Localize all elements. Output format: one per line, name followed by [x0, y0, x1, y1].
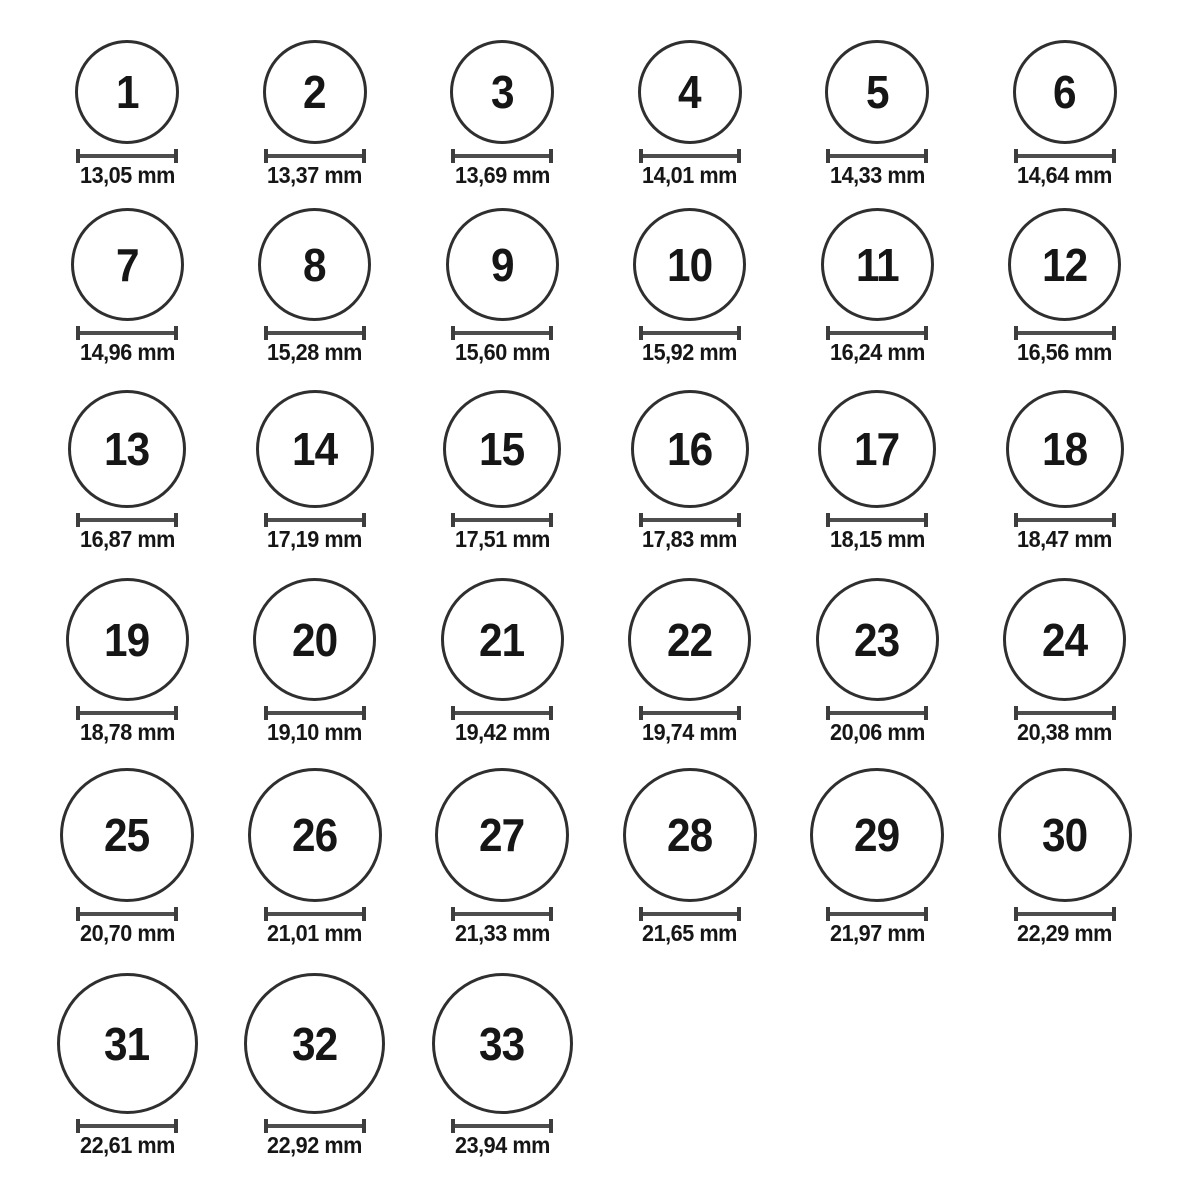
ring-size-number: 22 — [666, 613, 713, 666]
ring-size-item-20 — [225, 578, 405, 744]
ring-size-item-24 — [975, 578, 1155, 744]
ring-size-item-2 — [225, 40, 405, 187]
diameter-label: 14,64 mm — [1017, 162, 1112, 188]
diameter-dimension-line — [264, 1119, 366, 1133]
diameter-dimension-line — [264, 326, 366, 340]
diameter-dimension-line — [639, 326, 741, 340]
ring-size-item-5 — [787, 40, 967, 187]
diameter-dimension-line — [264, 706, 366, 720]
ring-circle — [1006, 390, 1124, 508]
ring-size-item-10 — [600, 208, 780, 364]
ring-size-number: 2 — [303, 66, 326, 118]
diameter-dimension-line — [76, 326, 178, 340]
diameter-label: 14,96 mm — [79, 339, 175, 365]
ring-circle — [810, 768, 944, 902]
ring-size-item-30 — [975, 768, 1155, 945]
ring-size-number: 6 — [1053, 66, 1076, 118]
diameter-label: 14,33 mm — [829, 162, 925, 188]
ring-size-item-28 — [600, 768, 780, 945]
ring-size-item-6 — [975, 40, 1155, 187]
ring-size-item-13 — [37, 390, 217, 551]
ring-circle — [450, 40, 554, 144]
ring-size-item-7 — [37, 208, 217, 364]
diameter-label: 14,01 mm — [642, 162, 737, 188]
diameter-label: 18,47 mm — [1017, 526, 1112, 552]
ring-size-number: 18 — [1041, 423, 1088, 475]
diameter-dimension-line — [76, 1119, 178, 1133]
diameter-dimension-line — [826, 907, 928, 921]
ring-circle — [638, 40, 742, 144]
ring-circle — [821, 208, 934, 321]
diameter-label: 22,61 mm — [79, 1132, 175, 1158]
ring-size-item-17 — [787, 390, 967, 551]
ring-size-item-12 — [975, 208, 1155, 364]
ring-circle — [631, 390, 749, 508]
diameter-dimension-line — [639, 149, 741, 163]
ring-size-number: 33 — [479, 1017, 525, 1070]
ring-circle — [66, 578, 189, 701]
ring-circle — [57, 973, 198, 1114]
ring-circle — [818, 390, 936, 508]
ring-size-number: 13 — [104, 423, 150, 475]
ring-circle — [253, 578, 376, 701]
ring-size-item-16 — [600, 390, 780, 551]
ring-size-number: 11 — [855, 238, 899, 291]
diameter-label: 19,42 mm — [454, 719, 550, 745]
diameter-label: 18,15 mm — [829, 526, 925, 552]
ring-size-number: 15 — [479, 423, 525, 475]
diameter-dimension-line — [264, 513, 366, 527]
diameter-label: 20,38 mm — [1017, 719, 1112, 745]
diameter-label: 23,94 mm — [454, 1132, 550, 1158]
ring-size-item-1 — [37, 40, 217, 187]
diameter-dimension-line — [264, 149, 366, 163]
diameter-label: 16,87 mm — [79, 526, 175, 552]
ring-circle — [1013, 40, 1117, 144]
ring-circle — [71, 208, 184, 321]
diameter-dimension-line — [451, 1119, 553, 1133]
diameter-label: 15,60 mm — [454, 339, 550, 365]
ring-size-item-31 — [37, 973, 217, 1157]
diameter-dimension-line — [1014, 513, 1116, 527]
ring-size-number: 27 — [479, 809, 525, 861]
ring-size-item-21 — [412, 578, 592, 744]
ring-size-item-18 — [975, 390, 1155, 551]
diameter-label: 13,37 mm — [267, 162, 362, 188]
diameter-label: 16,56 mm — [1017, 339, 1112, 365]
ring-size-number: 25 — [104, 809, 150, 861]
diameter-label: 21,01 mm — [267, 920, 362, 946]
diameter-label: 21,33 mm — [454, 920, 550, 946]
diameter-label: 17,83 mm — [642, 526, 737, 552]
ring-size-item-4 — [600, 40, 780, 187]
ring-size-number: 24 — [1041, 613, 1088, 666]
ring-size-item-33 — [412, 973, 592, 1157]
ring-size-number: 23 — [854, 613, 900, 666]
ring-size-item-8 — [225, 208, 405, 364]
ring-circle — [258, 208, 371, 321]
ring-size-number: 29 — [854, 809, 900, 861]
ring-size-number: 12 — [1041, 238, 1088, 291]
ring-size-number: 28 — [666, 809, 713, 861]
diameter-label: 19,74 mm — [642, 719, 737, 745]
diameter-label: 16,24 mm — [829, 339, 925, 365]
diameter-label: 15,92 mm — [642, 339, 737, 365]
ring-size-number: 20 — [291, 613, 338, 666]
ring-circle — [1008, 208, 1121, 321]
ring-size-number: 8 — [303, 238, 326, 291]
ring-size-item-32 — [225, 973, 405, 1157]
ring-circle — [263, 40, 367, 144]
ring-circle — [244, 973, 385, 1114]
diameter-label: 13,05 mm — [79, 162, 175, 188]
diameter-dimension-line — [451, 149, 553, 163]
ring-size-number: 19 — [104, 613, 150, 666]
diameter-label: 21,65 mm — [642, 920, 737, 946]
diameter-label: 20,06 mm — [829, 719, 925, 745]
diameter-dimension-line — [1014, 907, 1116, 921]
ring-size-number: 30 — [1041, 809, 1088, 861]
ring-circle — [623, 768, 757, 902]
diameter-dimension-line — [451, 513, 553, 527]
ring-circle — [443, 390, 561, 508]
diameter-dimension-line — [451, 907, 553, 921]
diameter-label: 15,28 mm — [267, 339, 362, 365]
ring-circle — [446, 208, 559, 321]
ring-size-item-9 — [412, 208, 592, 364]
ring-size-number: 32 — [291, 1017, 338, 1070]
diameter-dimension-line — [1014, 706, 1116, 720]
diameter-label: 19,10 mm — [267, 719, 362, 745]
ring-size-item-15 — [412, 390, 592, 551]
diameter-dimension-line — [639, 706, 741, 720]
ring-circle — [248, 768, 382, 902]
ring-size-number: 7 — [115, 238, 139, 291]
ring-size-number: 21 — [479, 613, 525, 666]
ring-circle — [256, 390, 374, 508]
ring-size-item-26 — [225, 768, 405, 945]
ring-size-number: 16 — [666, 423, 713, 475]
ring-size-item-27 — [412, 768, 592, 945]
ring-size-number: 31 — [104, 1017, 150, 1070]
ring-size-number: 3 — [490, 66, 514, 118]
diameter-label: 17,19 mm — [267, 526, 362, 552]
ring-size-number: 9 — [490, 238, 514, 291]
ring-size-item-25 — [37, 768, 217, 945]
ring-circle — [998, 768, 1132, 902]
ring-circle — [628, 578, 751, 701]
ring-circle — [1003, 578, 1126, 701]
ring-size-number: 4 — [678, 66, 701, 118]
ring-size-number: 5 — [865, 66, 889, 118]
diameter-dimension-line — [826, 513, 928, 527]
ring-size-item-3 — [412, 40, 592, 187]
diameter-dimension-line — [826, 326, 928, 340]
ring-size-item-19 — [37, 578, 217, 744]
ring-size-number: 1 — [115, 66, 139, 118]
diameter-dimension-line — [76, 706, 178, 720]
diameter-dimension-line — [451, 326, 553, 340]
ring-circle — [75, 40, 179, 144]
ring-circle — [816, 578, 939, 701]
diameter-label: 21,97 mm — [829, 920, 925, 946]
ring-size-number: 14 — [291, 423, 338, 475]
ring-circle — [435, 768, 569, 902]
diameter-dimension-line — [451, 706, 553, 720]
ring-circle — [68, 390, 186, 508]
diameter-dimension-line — [76, 149, 178, 163]
diameter-dimension-line — [1014, 326, 1116, 340]
ring-size-item-29 — [787, 768, 967, 945]
ring-size-number: 17 — [854, 423, 900, 475]
diameter-label: 18,78 mm — [79, 719, 175, 745]
diameter-dimension-line — [639, 907, 741, 921]
diameter-dimension-line — [1014, 149, 1116, 163]
ring-circle — [441, 578, 564, 701]
ring-size-item-11 — [787, 208, 967, 364]
diameter-label: 22,92 mm — [267, 1132, 362, 1158]
ring-size-number: 10 — [666, 238, 713, 291]
ring-circle — [633, 208, 746, 321]
diameter-label: 20,70 mm — [79, 920, 175, 946]
ring-size-item-14 — [225, 390, 405, 551]
diameter-label: 22,29 mm — [1017, 920, 1112, 946]
diameter-label: 17,51 mm — [454, 526, 550, 552]
diameter-dimension-line — [264, 907, 366, 921]
diameter-dimension-line — [76, 513, 178, 527]
ring-circle — [825, 40, 929, 144]
diameter-dimension-line — [76, 907, 178, 921]
ring-circle — [432, 973, 573, 1114]
ring-size-item-23 — [787, 578, 967, 744]
diameter-dimension-line — [826, 706, 928, 720]
diameter-label: 13,69 mm — [454, 162, 550, 188]
ring-size-number: 26 — [291, 809, 338, 861]
diameter-dimension-line — [639, 513, 741, 527]
diameter-dimension-line — [826, 149, 928, 163]
ring-circle — [60, 768, 194, 902]
ring-size-item-22 — [600, 578, 780, 744]
